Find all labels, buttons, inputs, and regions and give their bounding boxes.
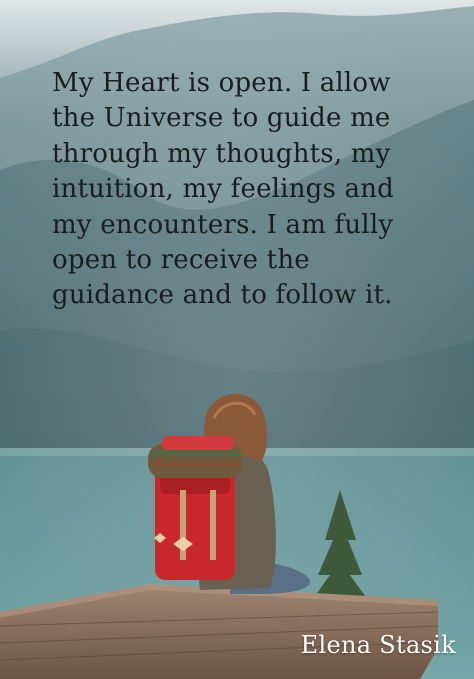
quote-line: intuition, my feelings and <box>52 174 394 205</box>
quote-line: my encounters. I am fully <box>52 209 394 240</box>
quote-line: guidance and to follow it. <box>52 280 393 311</box>
author-signature: Elena Stasik <box>300 631 456 659</box>
quote-line: My Heart is open. I allow <box>52 68 391 98</box>
quote-line: the Universe to guide me <box>52 103 391 134</box>
quote-text <box>52 66 452 314</box>
quote-line: through my thoughts, my <box>52 138 391 169</box>
quote-line: open to receive the <box>52 245 310 276</box>
